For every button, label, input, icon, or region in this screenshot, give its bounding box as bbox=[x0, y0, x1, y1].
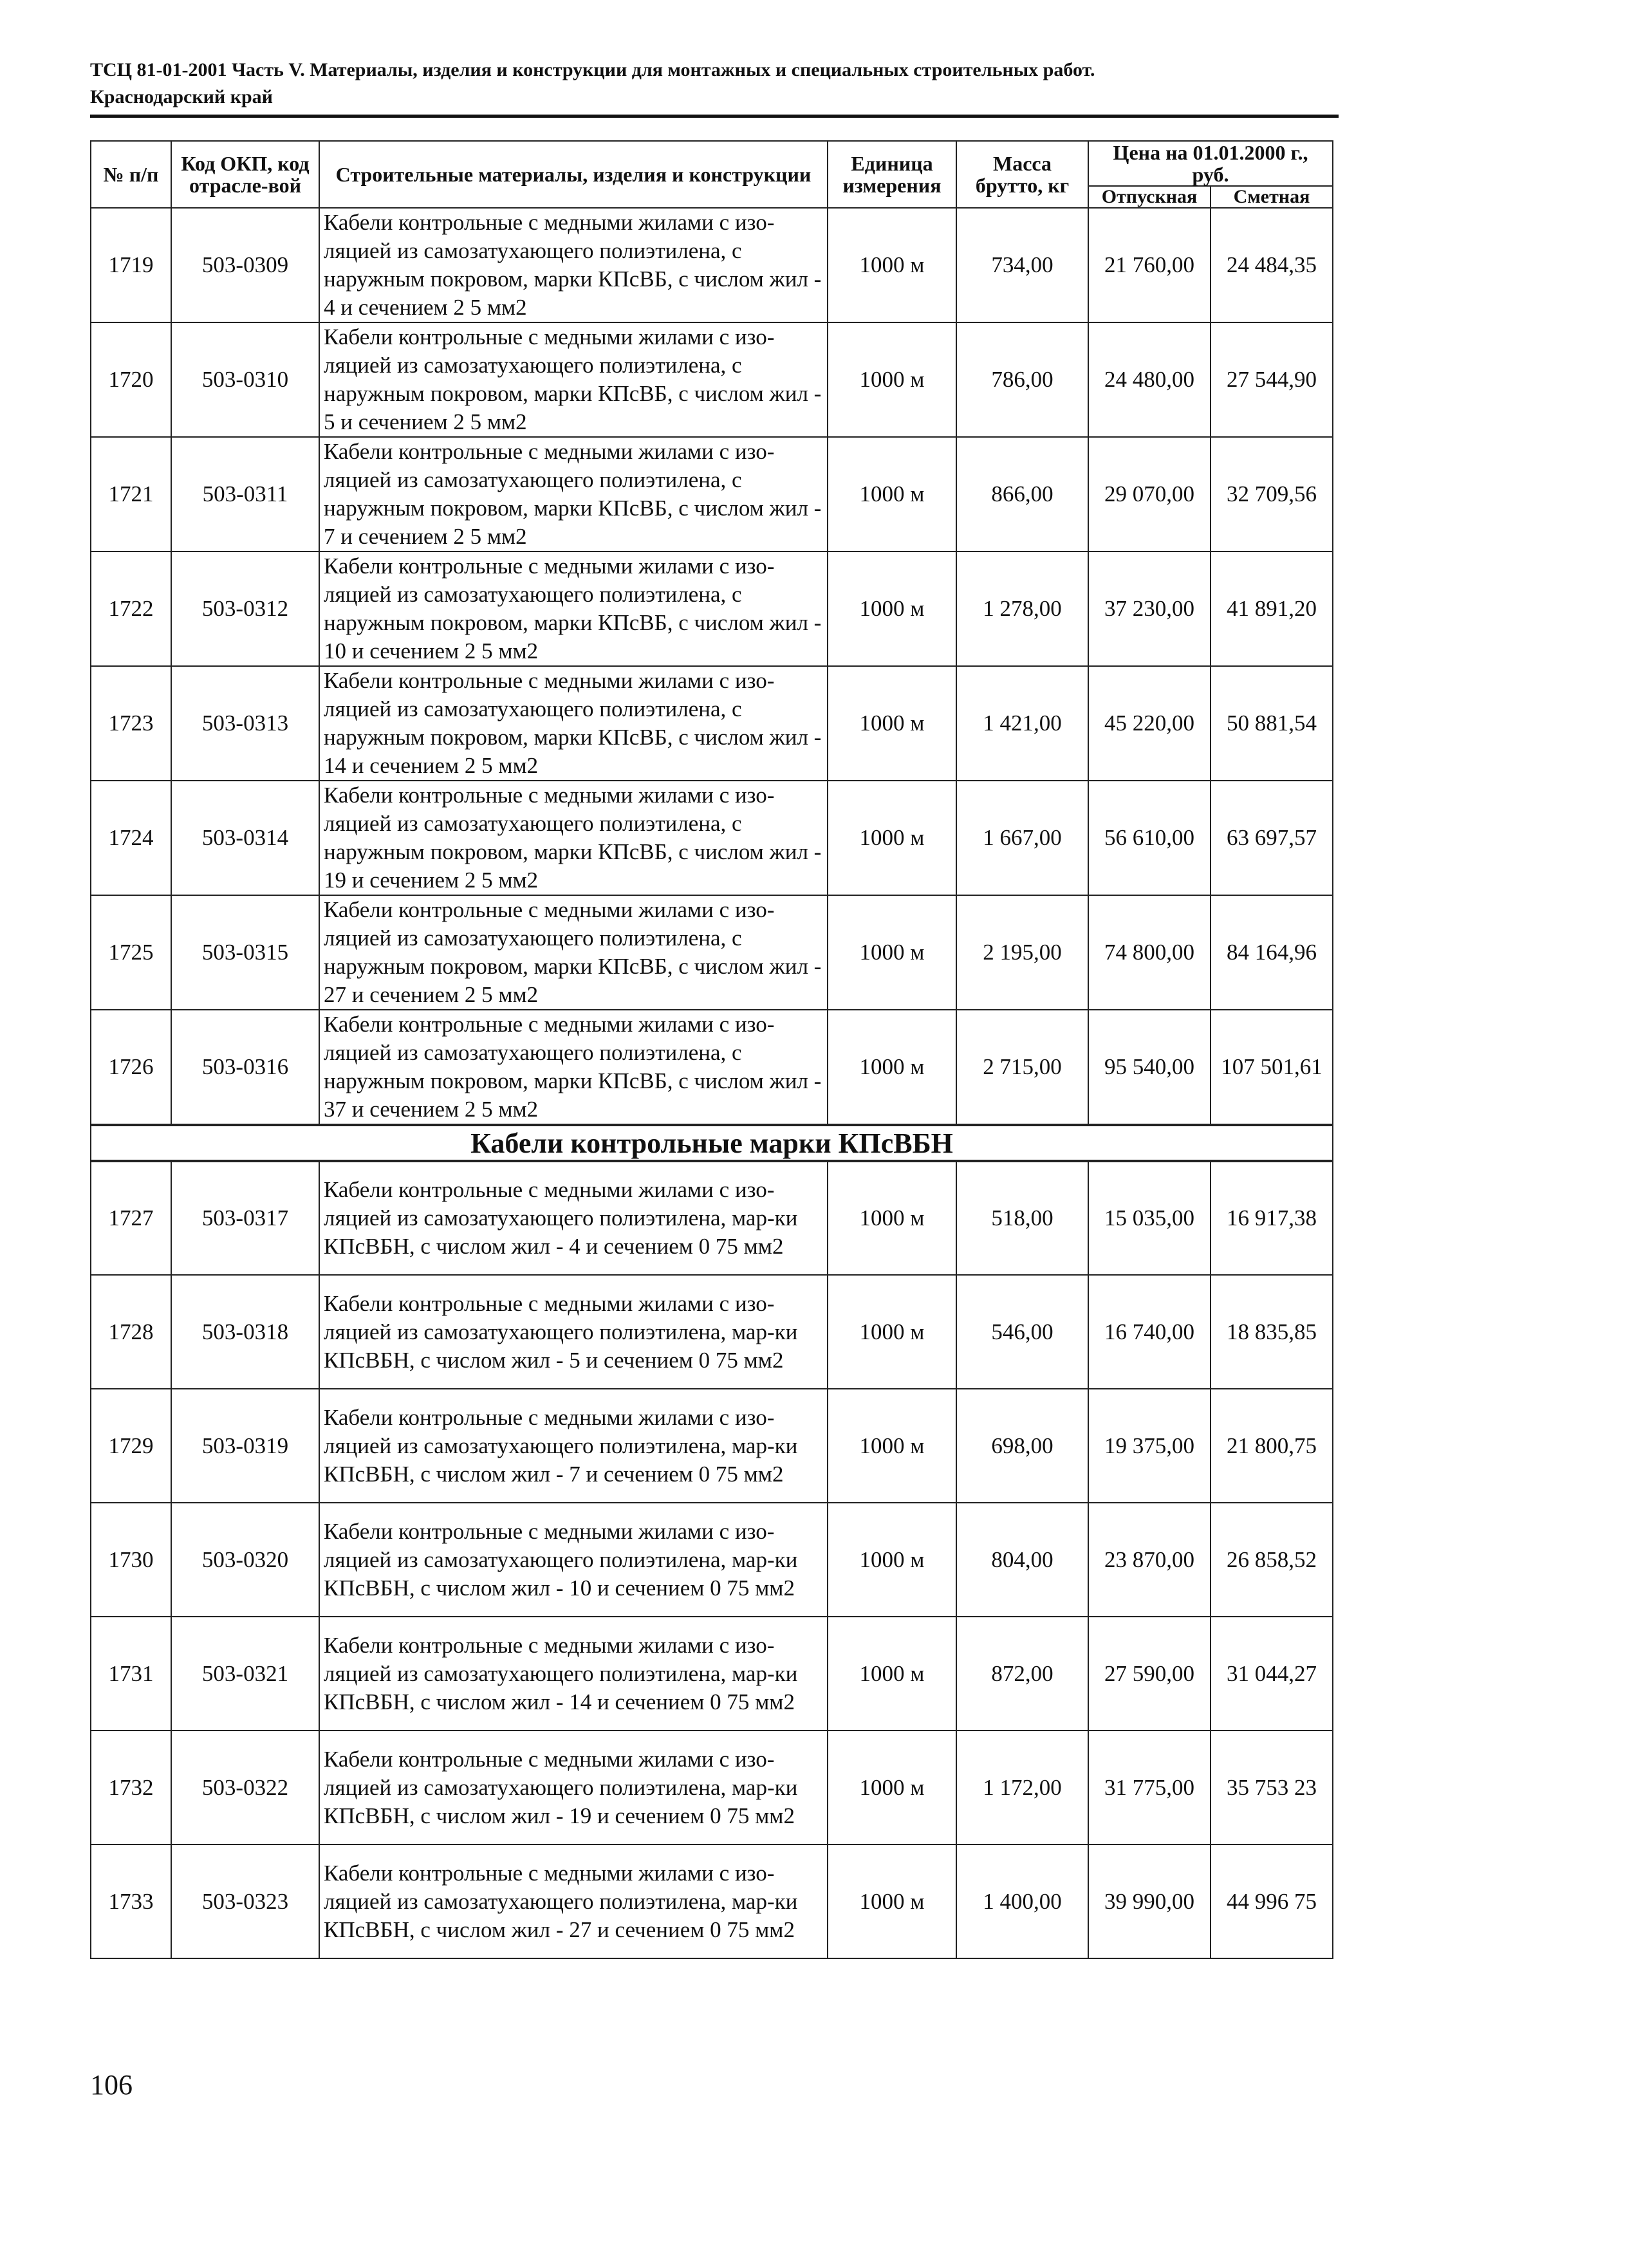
table-row bbox=[91, 1275, 1333, 1389]
cell-estimate-price: 26 858,52 bbox=[1211, 1503, 1333, 1617]
cell-estimate-price: 35 753 23 bbox=[1211, 1731, 1333, 1844]
cell-description: Кабели контрольные с медными жилами с изо-ляцией из самозатухающего полиэтилена, мар-ки КПсВБН, с числом жил - 27 и сечением 0 75 мм2 bbox=[319, 1844, 828, 1958]
section-title: Кабели контрольные марки КПсВБН bbox=[91, 1125, 1333, 1161]
cell-unit: 1000 м bbox=[828, 1503, 956, 1617]
cell-release-price: 24 480,00 bbox=[1088, 322, 1211, 437]
cell-mass: 2 195,00 bbox=[956, 895, 1088, 1010]
cell-mass: 546,00 bbox=[956, 1275, 1088, 1389]
cell-code: 503-0321 bbox=[171, 1617, 319, 1731]
cell-num: 1725 bbox=[91, 895, 171, 1010]
cell-unit: 1000 м bbox=[828, 1731, 956, 1844]
cell-description: Кабели контрольные с медными жилами с изо-ляцией из самозатухающего полиэтилена, мар-ки КПсВБН, с числом жил - 19 и сечением 0 75 мм2 bbox=[319, 1731, 828, 1844]
cell-unit: 1000 м bbox=[828, 666, 956, 781]
table-row bbox=[91, 895, 1333, 1010]
cell-mass: 1 400,00 bbox=[956, 1844, 1088, 1958]
cell-num: 1720 bbox=[91, 322, 171, 437]
cell-estimate-price: 32 709,56 bbox=[1211, 437, 1333, 552]
cell-unit: 1000 м bbox=[828, 781, 956, 895]
cell-unit: 1000 м bbox=[828, 1617, 956, 1731]
cell-release-price: 16 740,00 bbox=[1088, 1275, 1211, 1389]
table-row bbox=[91, 1389, 1333, 1503]
cell-release-price: 37 230,00 bbox=[1088, 552, 1211, 666]
table-row bbox=[91, 322, 1333, 437]
cell-mass: 866,00 bbox=[956, 437, 1088, 552]
cell-release-price: 45 220,00 bbox=[1088, 666, 1211, 781]
cell-unit: 1000 м bbox=[828, 322, 956, 437]
cell-estimate-price: 16 917,38 bbox=[1211, 1161, 1333, 1275]
cell-description: Кабели контрольные с медными жилами с изо-ляцией из самозатухающего полиэтилена, с наружным покровом, марки КПсВБ, с числом жил - 19 и сечением 2 5 мм2 bbox=[319, 781, 828, 895]
col-header-unit: Единица измерения bbox=[828, 141, 956, 208]
cell-release-price: 95 540,00 bbox=[1088, 1010, 1211, 1125]
table-row bbox=[91, 1010, 1333, 1125]
cell-release-price: 23 870,00 bbox=[1088, 1503, 1211, 1617]
cell-release-price: 29 070,00 bbox=[1088, 437, 1211, 552]
cell-description: Кабели контрольные с медными жилами с изо-ляцией из самозатухающего полиэтилена, с наружным покровом, марки КПсВБ, с числом жил - 5 и сечением 2 5 мм2 bbox=[319, 322, 828, 437]
cell-description: Кабели контрольные с медными жилами с изо-ляцией из самозатухающего полиэтилена, мар-ки КПсВБН, с числом жил - 7 и сечением 0 75 мм2 bbox=[319, 1389, 828, 1503]
cell-release-price: 27 590,00 bbox=[1088, 1617, 1211, 1731]
cell-code: 503-0323 bbox=[171, 1844, 319, 1958]
cell-release-price: 31 775,00 bbox=[1088, 1731, 1211, 1844]
cell-num: 1729 bbox=[91, 1389, 171, 1503]
table-row bbox=[91, 1617, 1333, 1731]
cell-mass: 872,00 bbox=[956, 1617, 1088, 1731]
cell-code: 503-0320 bbox=[171, 1503, 319, 1617]
cell-num: 1723 bbox=[91, 666, 171, 781]
cell-code: 503-0316 bbox=[171, 1010, 319, 1125]
cell-num: 1721 bbox=[91, 437, 171, 552]
cell-mass: 1 421,00 bbox=[956, 666, 1088, 781]
cell-code: 503-0312 bbox=[171, 552, 319, 666]
cell-unit: 1000 м bbox=[828, 1389, 956, 1503]
cell-description: Кабели контрольные с медными жилами с изо-ляцией из самозатухающего полиэтилена, мар-ки КПсВБН, с числом жил - 14 и сечением 0 75 мм2 bbox=[319, 1617, 828, 1731]
cell-code: 503-0309 bbox=[171, 208, 319, 322]
header-region: Краснодарский край bbox=[90, 86, 273, 107]
cell-code: 503-0318 bbox=[171, 1275, 319, 1389]
page-header bbox=[90, 57, 1339, 118]
cell-estimate-price: 63 697,57 bbox=[1211, 781, 1333, 895]
cell-description: Кабели контрольные с медными жилами с изо-ляцией из самозатухающего полиэтилена, мар-ки КПсВБН, с числом жил - 5 и сечением 0 75 мм2 bbox=[319, 1275, 828, 1389]
col-header-material: Строительные материалы, изделия и конструкции bbox=[319, 141, 828, 208]
cell-estimate-price: 50 881,54 bbox=[1211, 666, 1333, 781]
cell-unit: 1000 м bbox=[828, 1275, 956, 1389]
cell-estimate-price: 27 544,90 bbox=[1211, 322, 1333, 437]
table-body-kpsvb bbox=[91, 208, 1333, 1125]
col-header-num: № п/п bbox=[91, 141, 171, 208]
col-header-code: Код ОКП, код отрасле-вой bbox=[171, 141, 319, 208]
cell-unit: 1000 м bbox=[828, 437, 956, 552]
cell-description: Кабели контрольные с медными жилами с изо-ляцией из самозатухающего полиэтилена, с наружным покровом, марки КПсВБ, с числом жил - 4 и сечением 2 5 мм2 bbox=[319, 208, 828, 322]
table-row bbox=[91, 666, 1333, 781]
table-row bbox=[91, 781, 1333, 895]
cell-mass: 734,00 bbox=[956, 208, 1088, 322]
cell-unit: 1000 м bbox=[828, 1010, 956, 1125]
table-row bbox=[91, 437, 1333, 552]
cell-estimate-price: 44 996 75 bbox=[1211, 1844, 1333, 1958]
cell-code: 503-0314 bbox=[171, 781, 319, 895]
cell-description: Кабели контрольные с медными жилами с изо-ляцией из самозатухающего полиэтилена, мар-ки КПсВБН, с числом жил - 4 и сечением 0 75 мм2 bbox=[319, 1161, 828, 1275]
table-row bbox=[91, 1844, 1333, 1958]
cell-description: Кабели контрольные с медными жилами с изо-ляцией из самозатухающего полиэтилена, мар-ки КПсВБН, с числом жил - 10 и сечением 0 75 мм2 bbox=[319, 1503, 828, 1617]
cell-unit: 1000 м bbox=[828, 552, 956, 666]
cell-estimate-price: 107 501,61 bbox=[1211, 1010, 1333, 1125]
col-header-estimate: Сметная bbox=[1211, 186, 1333, 208]
cell-mass: 698,00 bbox=[956, 1389, 1088, 1503]
cell-release-price: 21 760,00 bbox=[1088, 208, 1211, 322]
section-row bbox=[91, 1125, 1333, 1161]
cell-description: Кабели контрольные с медными жилами с изо-ляцией из самозатухающего полиэтилена, с наружным покровом, марки КПсВБ, с числом жил - 37 и сечением 2 5 мм2 bbox=[319, 1010, 828, 1125]
cell-description: Кабели контрольные с медными жилами с изо-ляцией из самозатухающего полиэтилена, с наружным покровом, марки КПсВБ, с числом жил - 14 и сечением 2 5 мм2 bbox=[319, 666, 828, 781]
cell-mass: 518,00 bbox=[956, 1161, 1088, 1275]
cell-estimate-price: 84 164,96 bbox=[1211, 895, 1333, 1010]
cell-estimate-price: 21 800,75 bbox=[1211, 1389, 1333, 1503]
cell-description: Кабели контрольные с медными жилами с изо-ляцией из самозатухающего полиэтилена, с наружным покровом, марки КПсВБ, с числом жил - 10 и сечением 2 5 мм2 bbox=[319, 552, 828, 666]
cell-num: 1728 bbox=[91, 1275, 171, 1389]
cell-release-price: 39 990,00 bbox=[1088, 1844, 1211, 1958]
cell-num: 1722 bbox=[91, 552, 171, 666]
col-header-price: Цена на 01.01.2000 г., руб. bbox=[1088, 141, 1333, 186]
col-header-mass: Масса брутто, кг bbox=[956, 141, 1088, 208]
cell-estimate-price: 31 044,27 bbox=[1211, 1617, 1333, 1731]
cell-code: 503-0317 bbox=[171, 1161, 319, 1275]
cell-estimate-price: 18 835,85 bbox=[1211, 1275, 1333, 1389]
price-table bbox=[90, 140, 1333, 1959]
table-row bbox=[91, 208, 1333, 322]
table-body-kpsvbn bbox=[91, 1161, 1333, 1958]
header-title: ТСЦ 81-01-2001 Часть V. Материалы, изделия и конструкции для монтажных и специальных строительных работ. bbox=[90, 59, 1095, 80]
cell-mass: 2 715,00 bbox=[956, 1010, 1088, 1125]
cell-description: Кабели контрольные с медными жилами с изо-ляцией из самозатухающего полиэтилена, с наружным покровом, марки КПсВБ, с числом жил - 27 и сечением 2 5 мм2 bbox=[319, 895, 828, 1010]
page-number: 106 bbox=[90, 2069, 133, 2101]
table-row bbox=[91, 552, 1333, 666]
table-row bbox=[91, 1161, 1333, 1275]
cell-mass: 804,00 bbox=[956, 1503, 1088, 1617]
cell-num: 1731 bbox=[91, 1617, 171, 1731]
cell-mass: 1 667,00 bbox=[956, 781, 1088, 895]
cell-estimate-price: 24 484,35 bbox=[1211, 208, 1333, 322]
cell-num: 1732 bbox=[91, 1731, 171, 1844]
cell-release-price: 56 610,00 bbox=[1088, 781, 1211, 895]
cell-unit: 1000 м bbox=[828, 1844, 956, 1958]
cell-code: 503-0319 bbox=[171, 1389, 319, 1503]
cell-num: 1730 bbox=[91, 1503, 171, 1617]
table-row bbox=[91, 1731, 1333, 1844]
cell-mass: 1 278,00 bbox=[956, 552, 1088, 666]
cell-code: 503-0311 bbox=[171, 437, 319, 552]
cell-num: 1726 bbox=[91, 1010, 171, 1125]
cell-release-price: 74 800,00 bbox=[1088, 895, 1211, 1010]
cell-mass: 1 172,00 bbox=[956, 1731, 1088, 1844]
cell-code: 503-0313 bbox=[171, 666, 319, 781]
cell-num: 1733 bbox=[91, 1844, 171, 1958]
cell-unit: 1000 м bbox=[828, 895, 956, 1010]
cell-code: 503-0322 bbox=[171, 1731, 319, 1844]
cell-code: 503-0310 bbox=[171, 322, 319, 437]
cell-num: 1724 bbox=[91, 781, 171, 895]
cell-description: Кабели контрольные с медными жилами с изо-ляцией из самозатухающего полиэтилена, с наружным покровом, марки КПсВБ, с числом жил - 7 и сечением 2 5 мм2 bbox=[319, 437, 828, 552]
cell-release-price: 15 035,00 bbox=[1088, 1161, 1211, 1275]
col-header-release: Отпускная bbox=[1088, 186, 1211, 208]
cell-release-price: 19 375,00 bbox=[1088, 1389, 1211, 1503]
cell-code: 503-0315 bbox=[171, 895, 319, 1010]
cell-num: 1719 bbox=[91, 208, 171, 322]
cell-num: 1727 bbox=[91, 1161, 171, 1275]
cell-estimate-price: 41 891,20 bbox=[1211, 552, 1333, 666]
cell-unit: 1000 м bbox=[828, 208, 956, 322]
cell-mass: 786,00 bbox=[956, 322, 1088, 437]
cell-unit: 1000 м bbox=[828, 1161, 956, 1275]
table-row bbox=[91, 1503, 1333, 1617]
